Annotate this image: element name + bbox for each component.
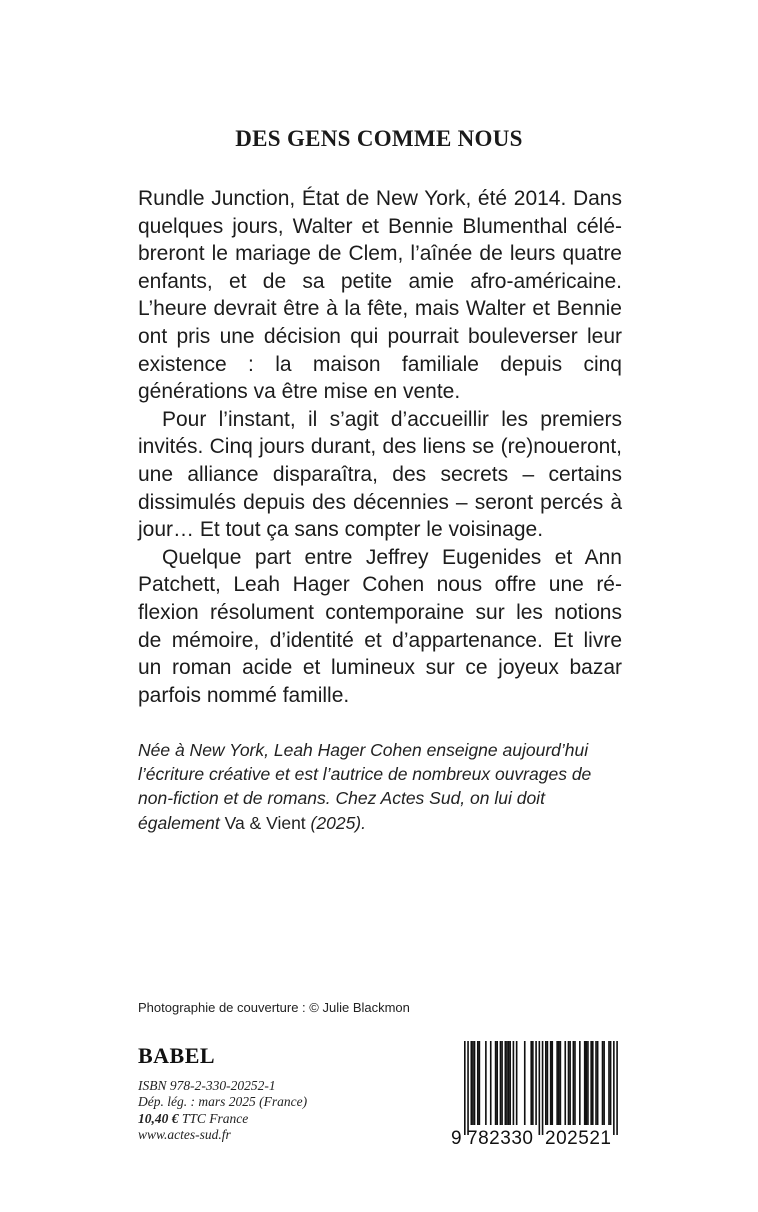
barcode-bar [603,1041,605,1125]
barcode-bar [587,1041,589,1125]
barcode-bar [500,1041,502,1125]
barcode-graphic [448,1039,628,1147]
author-bio [138,738,628,835]
barcode-bar [496,1041,498,1125]
barcode-bar [608,1041,610,1125]
barcode-bar [586,1041,588,1125]
barcode-bar [516,1041,518,1125]
barcode-bar [485,1041,487,1125]
website: www.actes-sud.fr [138,1127,231,1143]
barcode-bar [464,1041,466,1135]
author-bio-end: . [361,812,367,833]
barcode-bar [569,1041,571,1125]
barcode-bar [556,1041,558,1125]
barcode-bar [573,1041,575,1125]
barcode-bar [479,1041,481,1125]
barcode-bar [574,1041,576,1125]
synopsis [138,185,622,709]
barcode-bar [490,1041,492,1125]
barcode-bar [535,1041,537,1125]
legal-info [138,1078,307,1144]
barcode-bar [472,1041,474,1125]
barcode-bar [513,1041,515,1125]
barcode-bar [495,1041,497,1125]
barcode [448,1039,628,1147]
barcode-bar [545,1041,547,1125]
publisher-logo: BABEL [138,1043,216,1068]
barcode-bar [592,1041,594,1125]
previous-book-year: (2025) [310,812,362,833]
barcode-bar [610,1041,612,1125]
author-bio-text: Née à New York, Leah Hager Cohen enseigne aujourd’hui l’écriture créative et est l’autrice de nombreux ouvrages de non-fiction et de romans. Chez Actes Sud, on lui doit également [138,740,592,833]
barcode-bar [505,1041,507,1125]
barcode-bar [542,1041,544,1135]
synopsis-paragraph-2: Pour l’instant, il s’agit d’accueillir les premiers invités. Cinq jours durant, des liens se (re)noueront, une alliance disparaîtra, des secrets – certains dissimulés depuis des décennies – seront percés à jour… Et tout ça sans compter le voisinage. [138,407,622,542]
barcode-bar [547,1041,549,1125]
barcode-bar [539,1041,541,1135]
barcode-bar [613,1041,615,1135]
price: 10,40 € [138,1110,179,1126]
barcode-bar [508,1041,510,1125]
barcode-bar [584,1041,586,1125]
barcode-bar [477,1041,479,1125]
barcode-bar [616,1041,618,1135]
barcode-bar [550,1041,552,1125]
barcode-bar [564,1041,566,1125]
barcode-bar [532,1041,534,1125]
barcode-bar [602,1041,604,1125]
barcode-bar [524,1041,526,1125]
barcode-bar [474,1041,476,1125]
barcode-bar [568,1041,570,1125]
legal-deposit: Dép. lég. : mars 2025 (France) [138,1094,308,1110]
barcode-left-digits: 782330 [467,1128,533,1147]
barcode-right-digits: 202521 [545,1128,611,1147]
synopsis-paragraph-1: Rundle Junction, État de New York, été 2014. Dans quelques jours, Walter et Bennie Blumenthal célébreront le mariage de Clem, l’aînée de leurs quatre enfants, et de sa petite amie afro-américaine. L’heure devrait être à la fête, mais Walter et Bennie ont pris une décision qui pourrait bouleverser leur existence : la maison familiale depuis cinq générations va être mise en vente. [138,187,622,404]
barcode-bar [560,1041,562,1125]
barcode-lead-digit: 9 [451,1128,462,1147]
barcode-bar [551,1041,553,1125]
previous-book-title: Va & Vient [224,812,306,833]
barcode-bar [506,1041,508,1125]
price-line [138,1111,307,1127]
synopsis-paragraph-3: Quelque part entre Jeffrey Eugenides et Ann Patchett, Leah Hager Cohen nous offre une réflexion résolument contemporaine sur les notions de mémoire, d’identité et d’appartenance. Et livre un roman acide et lumineux sur ce joyeux bazar parfois nommé famille. [138,545,622,707]
barcode-bar [509,1041,511,1125]
barcode-bar [501,1041,503,1125]
barcode-bar [530,1041,532,1125]
barcode-bar [467,1041,469,1135]
barcode-bar [597,1041,599,1125]
barcode-bars [464,1041,618,1135]
isbn: ISBN 978-2-330-20252-1 [138,1078,276,1093]
barcode-bar [558,1041,560,1125]
price-suffix: TTC France [178,1110,249,1126]
barcode-bar [590,1041,592,1125]
photo-credit: Photographie de couverture : © Julie Blackmon [138,1000,410,1015]
barcode-bar [470,1041,472,1125]
book-title: DES GENS COMME NOUS [235,126,523,151]
barcode-bar [595,1041,597,1125]
barcode-bar [579,1041,581,1125]
